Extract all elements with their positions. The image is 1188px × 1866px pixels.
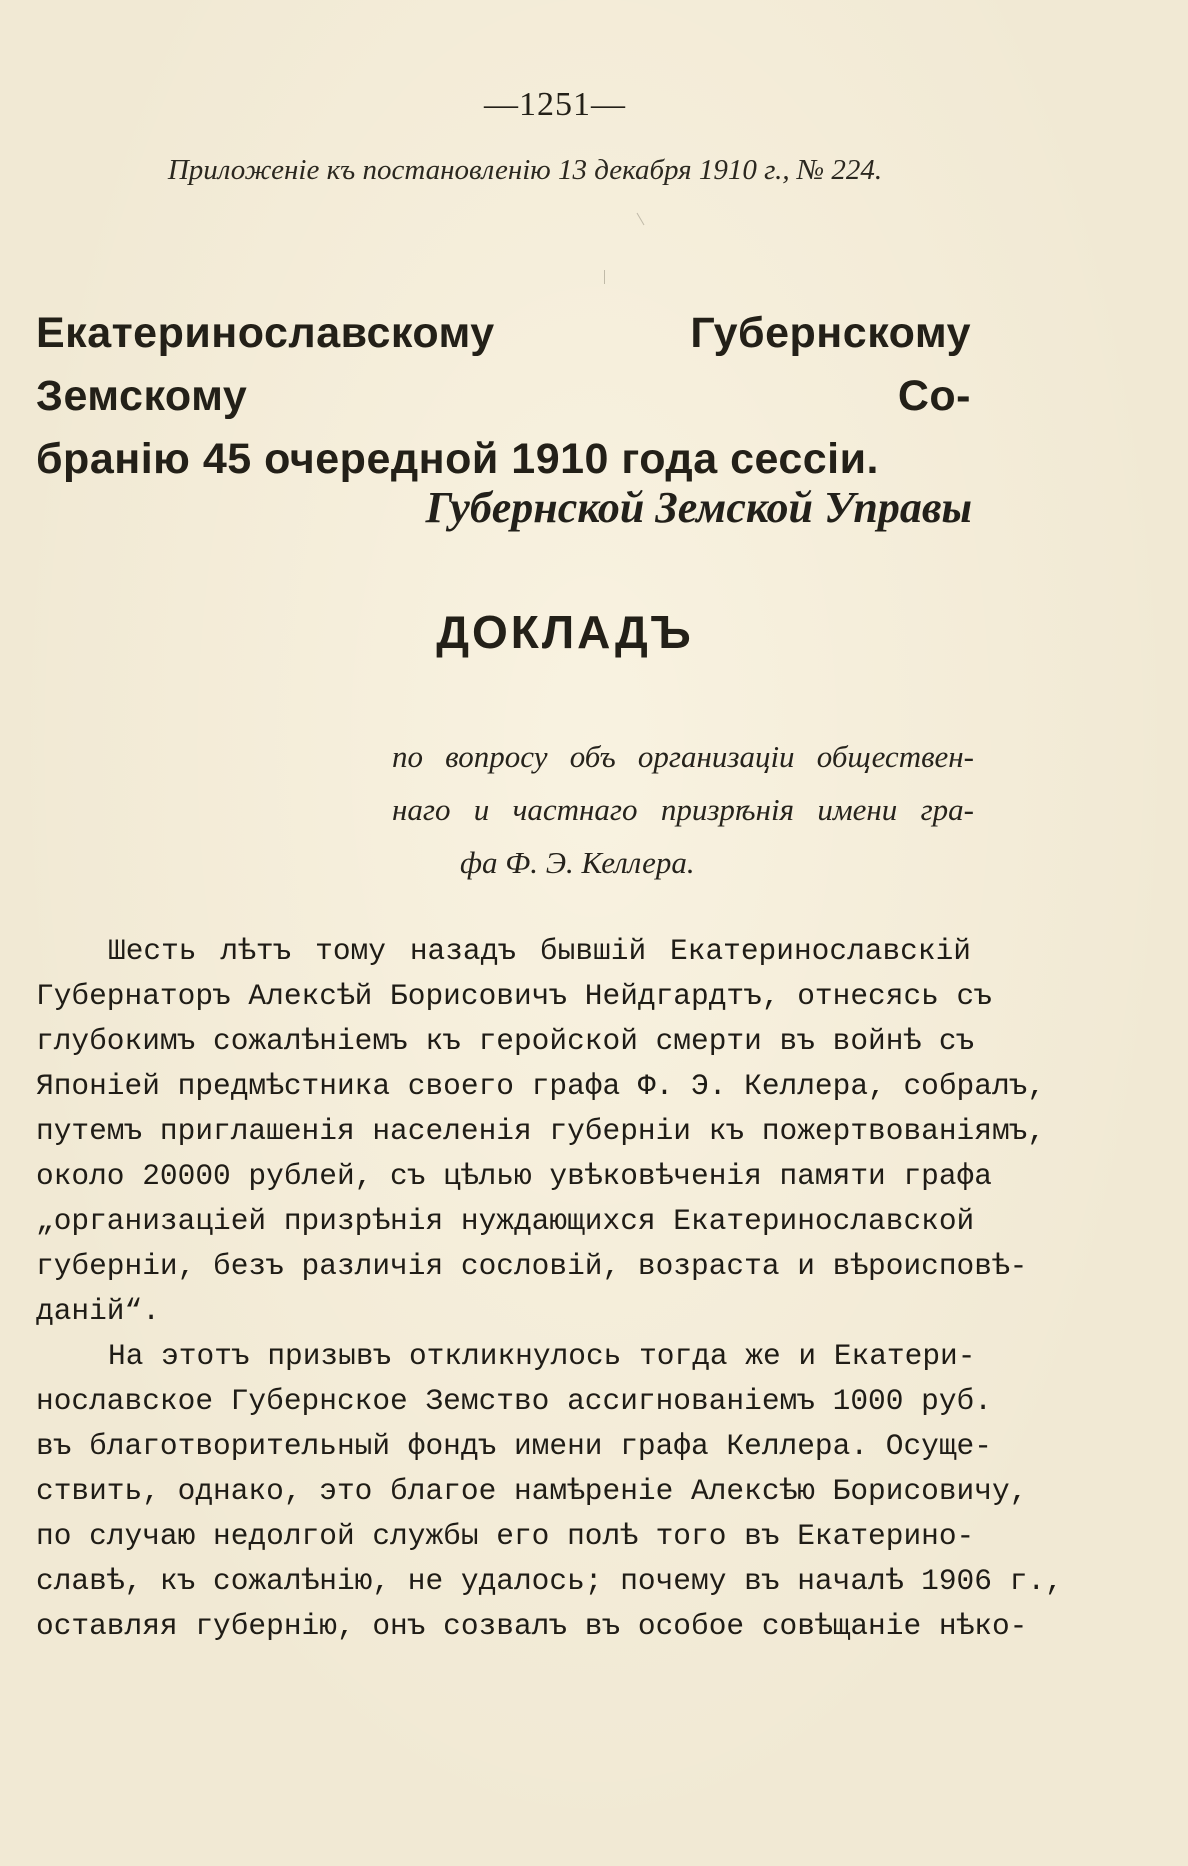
text-line: „организаціей призрѣнія нуждающихся Екатеринославской — [36, 1204, 975, 1238]
document-heading — [36, 302, 971, 491]
text-line: глубокимъ сожалѣніемъ къ геройской смерти въ войнѣ съ — [36, 1024, 975, 1058]
subject-line: наго и частнаго призрѣнія имени гра- — [392, 792, 974, 827]
text-line: по случаю недолгой службы его полѣ того въ Екатерино- — [36, 1519, 975, 1553]
document-title: ДОКЛАДЪ — [436, 606, 694, 658]
text-line: Японіей предмѣстника своего графа Ф. Э. Келлера, собралъ, — [36, 1069, 1046, 1103]
text-line: славѣ, къ сожалѣнію, не удалось; почему въ началѣ 1906 г., — [36, 1564, 1063, 1598]
text-line: въ благотворительный фондъ имени графа Келлера. Осуще- — [36, 1429, 992, 1463]
text-line: Губернаторъ Алексѣй Борисовичъ Нейдгардтъ, отнесясь съ — [36, 979, 992, 1013]
text-line: ствить, однако, это благое намѣреніе Алексѣю Борисовичу, — [36, 1474, 1028, 1508]
text-line: Шесть лѣтъ тому назадъ бывшій Екатеринославскій — [108, 934, 971, 968]
subject-line: фа Ф. Э. Келлера. — [460, 845, 695, 880]
page-number: —1251— — [484, 86, 626, 123]
report-subject — [392, 730, 974, 889]
heading-line: Екатеринославскому Губернскому Земскому Со- — [36, 309, 971, 420]
heading-line: бранію 45 очередной 1910 года сессіи. — [36, 435, 879, 483]
subject-line: по вопросу объ организаціи обществен- — [392, 739, 974, 774]
issuing-authority: Губернской Земской Управы — [425, 483, 972, 532]
paragraph — [36, 1334, 1063, 1649]
paragraph — [36, 929, 1046, 1334]
scan-mark — [637, 213, 645, 226]
text-line: На этотъ призывъ откликнулось тогда же и Екатери- — [108, 1339, 976, 1373]
text-line: путемъ приглашенія населенія губерніи къ пожертвованіямъ, — [36, 1114, 1046, 1148]
text-line: около 20000 рублей, съ цѣлью увѣковѣченія памяти графа — [36, 1159, 992, 1193]
text-line: оставляя губернію, онъ созвалъ въ особое совѣщаніе нѣко- — [36, 1609, 1028, 1643]
appendix-note: Приложеніе къ постановленію 13 декабря 1910 г., № 224. — [167, 154, 883, 186]
text-line: даній“. — [36, 1294, 160, 1328]
text-line: нославское Губернское Земство ассигнованіемъ 1000 руб. — [36, 1384, 992, 1418]
text-line: губерніи, безъ различія сословій, возраста и вѣроисповѣ- — [36, 1249, 1028, 1283]
scan-mark — [604, 270, 605, 284]
body-text — [36, 929, 1063, 1649]
